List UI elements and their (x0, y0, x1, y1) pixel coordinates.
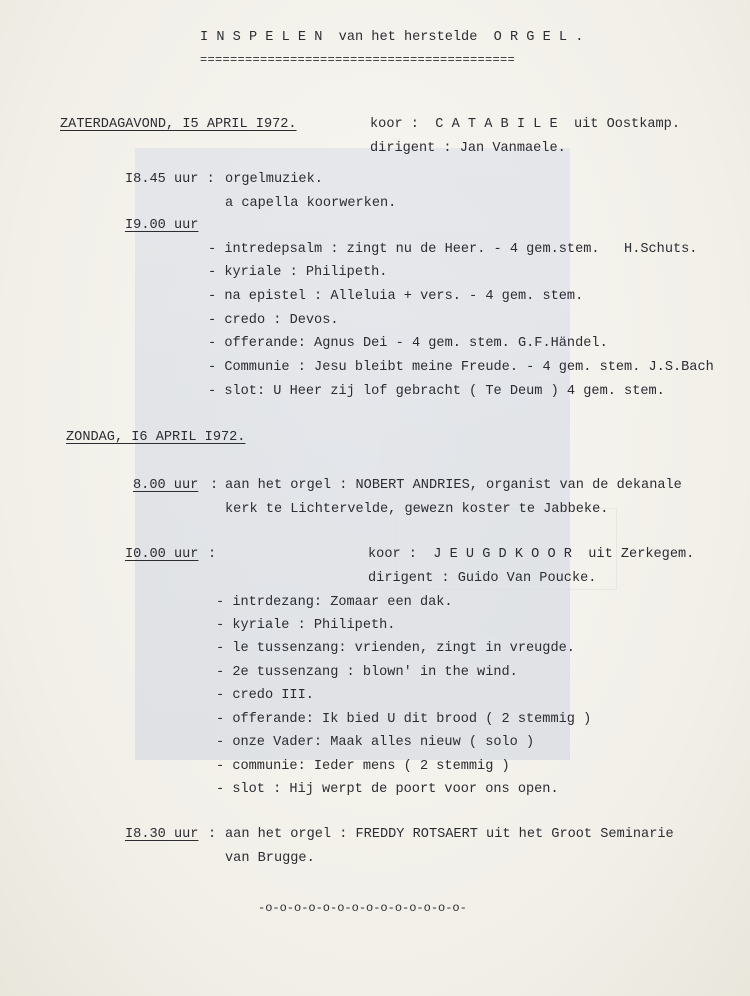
saturday-choir-works: a capella koorwerken. (225, 196, 397, 211)
title-rule: ========================================== (200, 53, 516, 67)
program-item: - offerande: Ik bied U dit brood ( 2 stemmig ) (216, 712, 592, 727)
sunday-time-1830-sep: : (208, 827, 217, 842)
program-item: - intrdezang: Zomaar een dak. (216, 595, 453, 610)
sunday-time-0800: 8.00 uur (133, 478, 199, 493)
program-item: - intredepsalm : zingt nu de Heer. - 4 gem.stem. H.Schuts. (208, 242, 698, 257)
program-item: - na epistel : Alleluia + vers. - 4 gem. stem. (208, 289, 584, 304)
sunday-time-1000-sep: : (208, 547, 217, 562)
sunday-organ-rotsaert-2: van Brugge. (225, 851, 315, 866)
saturday-choir: koor : C A T A B I L E uit Oostkamp. (370, 117, 680, 132)
program-item: - communie: Ieder mens ( 2 stemmig ) (216, 759, 510, 774)
program-item: - 2e tussenzang : blown' in the wind. (216, 665, 518, 680)
program-item: - kyriale : Philipeth. (216, 618, 396, 633)
saturday-conductor: dirigent : Jan Vanmaele. (370, 141, 566, 156)
program-item: - credo : Devos. (208, 313, 339, 328)
sunday-time-0800-sep: : (210, 478, 219, 493)
program-item: - onze Vader: Maak alles nieuw ( solo ) (216, 735, 535, 750)
sunday-organ-andries: aan het orgel : NOBERT ANDRIES, organist van de dekanale (225, 478, 682, 493)
sunday-choir: koor : J E U G D K O O R uit Zerkegem. (368, 547, 695, 562)
program-item: - Communie : Jesu bleibt meine Freude. - 4 gem. stem. J.S.Bach (208, 360, 714, 375)
footer-rule: -o-o-o-o-o-o-o-o-o-o-o-o-o-o- (258, 901, 467, 915)
saturday-organ-music: orgelmuziek. (225, 172, 323, 187)
program-item: - slot: U Heer zij lof gebracht ( Te Deum ) 4 gem. stem. (208, 384, 665, 399)
program-item: - le tussenzang: vrienden, zingt in vreugde. (216, 641, 575, 656)
program-item: - credo III. (216, 688, 314, 703)
page-title: I N S P E L E N van het herstelde O R G E L . (200, 30, 584, 45)
saturday-time-1845: I8.45 uur : (125, 172, 215, 187)
saturday-time-1900: I9.00 uur (125, 218, 199, 233)
program-item: - slot : Hij werpt de poort voor ons open. (216, 782, 559, 797)
saturday-heading: ZATERDAGAVOND, I5 APRIL I972. (60, 117, 297, 132)
program-item: - offerande: Agnus Dei - 4 gem. stem. G.F.Händel. (208, 336, 608, 351)
sunday-time-1000: I0.00 uur (125, 547, 199, 562)
sunday-heading: ZONDAG, I6 APRIL I972. (66, 430, 246, 445)
sunday-organ-andries-2: kerk te Lichtervelde, gewezn koster te Jabbeke. (225, 502, 609, 517)
sunday-time-1830: I8.30 uur (125, 827, 199, 842)
sunday-organ-rotsaert: aan het orgel : FREDDY ROTSAERT uit het Groot Seminarie (225, 827, 674, 842)
sunday-conductor: dirigent : Guido Van Poucke. (368, 571, 597, 586)
program-item: - kyriale : Philipeth. (208, 265, 388, 280)
